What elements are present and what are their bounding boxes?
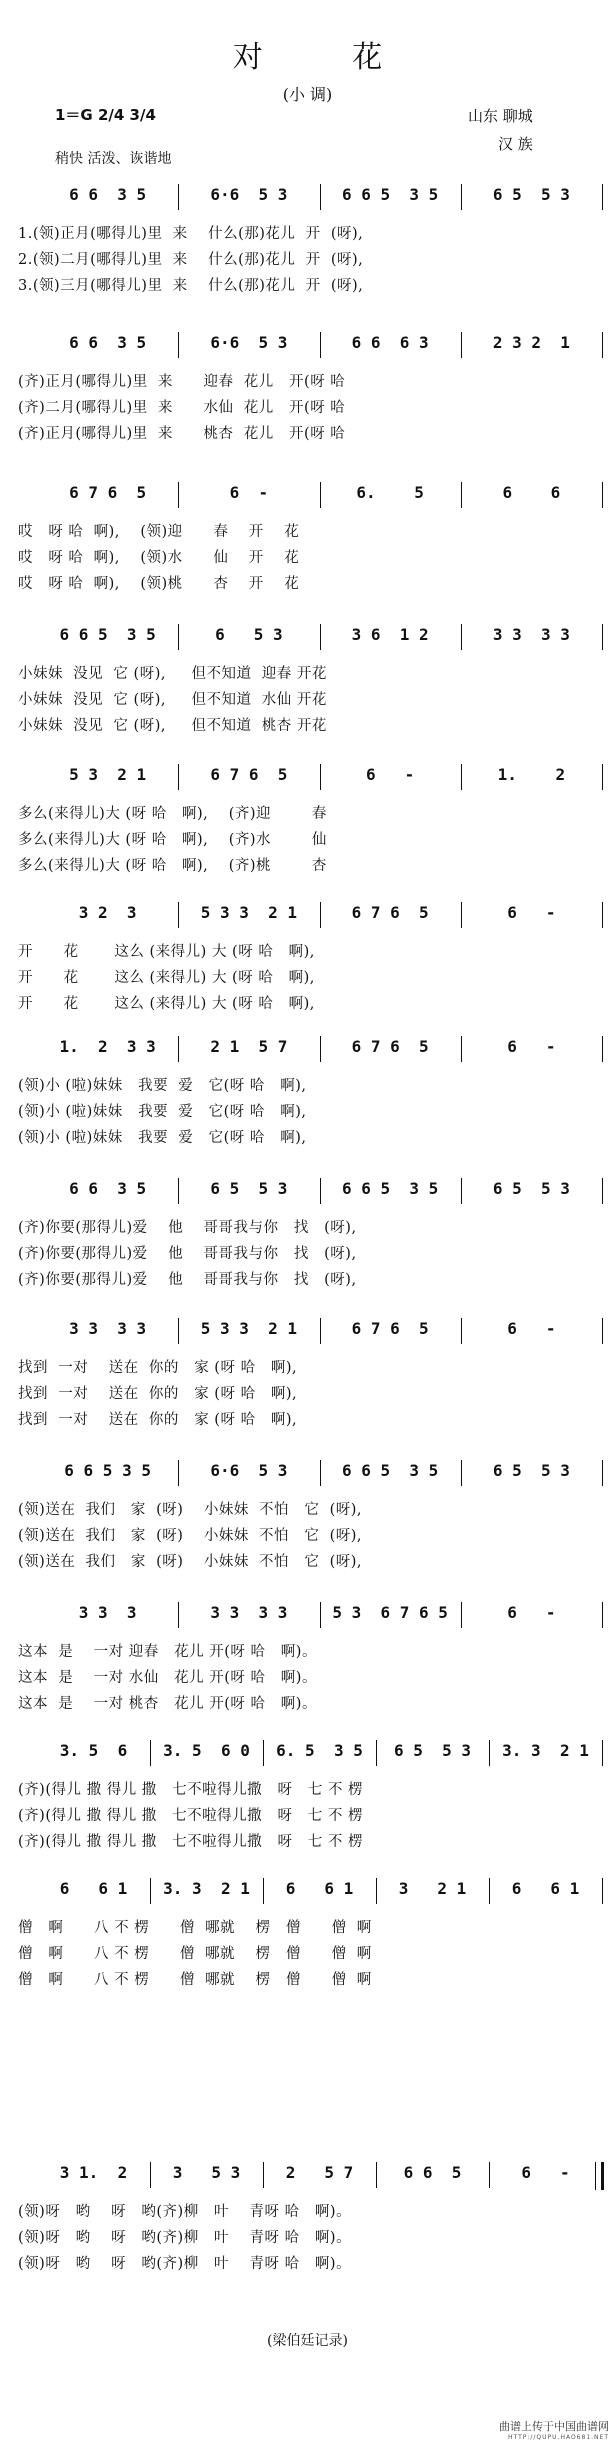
notation-row	[0, 1738, 615, 1768]
barline	[178, 1178, 179, 1204]
notation-row	[0, 1034, 615, 1064]
measure: 6 5 5 3	[492, 185, 570, 204]
barline	[461, 1178, 462, 1204]
lyric-line: (齐)你要(那得儿)爱 他 哥哥我与你 找 (呀),	[18, 1246, 357, 1262]
barline	[376, 2162, 377, 2188]
barline	[376, 1740, 377, 1766]
measure: 5 3 6 7 6 5	[332, 1603, 448, 1622]
measure: 6 -	[507, 1037, 556, 1056]
lyric-line: 开 花 这么 (来得儿) 大 (呀 哈 啊),	[18, 944, 315, 960]
barline	[150, 1878, 151, 1904]
barline	[602, 1740, 603, 1766]
lyric-line: 僧 啊 八 不 楞 僧 哪就 楞 僧 僧 啊	[18, 1946, 372, 1962]
barline	[263, 2162, 264, 2188]
tempo-marking: 稍快 活泼、诙谐地	[55, 151, 172, 167]
lyric-line: (齐)正月(哪得儿)里 来 桃杏 花儿 开(呀 哈	[18, 426, 346, 442]
lyric-line: 小妹妹 没见 它 (呀), 但不知道 桃杏 开花	[18, 718, 327, 734]
lyric-line: 这本 是 一对 桃杏 花儿 开(呀 哈 啊)。	[18, 1696, 317, 1712]
measure: 6 6 5 3 5	[64, 1461, 151, 1480]
notation-row	[0, 900, 615, 930]
barline	[178, 184, 179, 210]
barline	[602, 1878, 603, 1904]
notation-row	[0, 1600, 615, 1630]
watermark-url: HTTP://QUPU.HAO681.NET	[508, 2434, 609, 2441]
measure: 6 6 5 3 5	[59, 625, 156, 644]
barline	[461, 624, 462, 650]
barline	[320, 764, 321, 790]
barline	[178, 764, 179, 790]
measure: 6 7 6 5	[351, 1319, 429, 1338]
measure: 6 -	[521, 2163, 570, 2182]
barline	[602, 1602, 603, 1628]
barline	[601, 2162, 604, 2190]
lyric-line: (领)送在 我们 家 (呀) 小妹妹 不怕 它 (呀),	[18, 1528, 363, 1544]
watermark	[499, 2418, 609, 2441]
lyric-line: (领)小 (啦)妹妹 我要 爱 它(呀 哈 啊),	[18, 1078, 307, 1094]
lyric-line: 多么(来得儿)大 (呀 哈 啊), (齐)迎 春	[18, 806, 327, 822]
barline	[602, 482, 603, 508]
barline	[461, 1318, 462, 1344]
lyric-line: (领)送在 我们 家 (呀) 小妹妹 不怕 它 (呀),	[18, 1502, 363, 1518]
measure: 6 -	[366, 765, 415, 784]
measure: 3. 5 6	[59, 1741, 128, 1760]
lyric-line: (齐)(得儿 撒 得儿 撒 七不啦得儿撒 呀 七 不 楞	[18, 1808, 363, 1824]
measure: 3 6 1 2	[351, 625, 429, 644]
barline	[263, 1740, 264, 1766]
measure: 3 1. 2	[59, 2163, 128, 2182]
measure: 6 7 6 5	[351, 1037, 429, 1056]
lyric-line: 小妹妹 没见 它 (呀), 但不知道 迎春 开花	[18, 666, 327, 682]
lyric-line: 僧 啊 八 不 楞 僧 哪就 楞 僧 僧 啊	[18, 1972, 372, 1988]
notation-row	[0, 1458, 615, 1488]
notation-row	[0, 480, 615, 510]
barline	[461, 482, 462, 508]
notation-row	[0, 1316, 615, 1346]
key-signature: 1＝G 2/4 3/4	[55, 106, 156, 124]
measure: 6 6 1	[285, 1879, 354, 1898]
lyric-line: 开 花 这么 (来得儿) 大 (呀 哈 啊),	[18, 970, 315, 986]
barline	[178, 1602, 179, 1628]
page-title: 对 花	[232, 40, 423, 75]
barline	[263, 1878, 264, 1904]
measure: 6. 5	[356, 483, 424, 502]
measure: 6. 5 3 5	[276, 1741, 363, 1760]
origin-block	[468, 102, 533, 158]
measure: 3. 3 2 1	[163, 1879, 250, 1898]
lyric-line: (领)小 (啦)妹妹 我要 爱 它(呀 哈 啊),	[18, 1130, 307, 1146]
barline	[178, 1036, 179, 1062]
measure: 6 6 5 3 5	[341, 185, 439, 204]
measure: 6 7 6 5	[351, 903, 429, 922]
barline	[489, 1878, 490, 1904]
score-system	[0, 900, 615, 1030]
score-system	[0, 1738, 615, 1868]
notation-row	[0, 622, 615, 652]
barline	[602, 332, 603, 358]
measure: 6·6 5 3	[210, 185, 288, 204]
lyric-line: 哎 呀 哈 啊), (领)桃 杏 开 花	[18, 576, 300, 592]
measure: 3 5 3	[172, 2163, 241, 2182]
lyric-line: 开 花 这么 (来得儿) 大 (呀 哈 啊),	[18, 996, 315, 1012]
score-system	[0, 330, 615, 460]
notation-row	[0, 330, 615, 360]
measure: 6 5 5 3	[492, 1179, 570, 1198]
barline	[602, 1318, 603, 1344]
measure: 6 5 5 3	[393, 1741, 472, 1760]
score-system	[0, 1876, 615, 2006]
lyric-line: 小妹妹 没见 它 (呀), 但不知道 水仙 开花	[18, 692, 327, 708]
lyric-line: 哎 呀 哈 啊), (领)迎 春 开 花	[18, 524, 300, 540]
lyric-line: 1.(领)正月(哪得儿)里 来 什么(那)花儿 开 (呀),	[18, 226, 364, 242]
barline	[602, 902, 603, 928]
barline	[461, 1602, 462, 1628]
lyric-line: (齐)(得儿 撒 得儿 撒 七不啦得儿撒 呀 七 不 楞	[18, 1782, 363, 1798]
barline	[602, 1460, 603, 1486]
score-system	[0, 1600, 615, 1730]
lyric-line: (领)呀 哟 呀 哟(齐)柳 叶 青呀 哈 啊)。	[18, 2204, 352, 2220]
barline	[178, 482, 179, 508]
barline	[320, 1460, 321, 1486]
lyric-line: 找到 一对 送在 你的 家 (呀 哈 啊),	[18, 1412, 298, 1428]
notation-row	[0, 762, 615, 792]
barline	[461, 332, 462, 358]
barline	[602, 184, 603, 210]
notation-row	[0, 2160, 615, 2190]
score-system	[0, 2160, 615, 2290]
lyric-line: (领)送在 我们 家 (呀) 小妹妹 不怕 它 (呀),	[18, 1554, 363, 1570]
lyric-line: 3.(领)三月(哪得儿)里 来 什么(那)花儿 开 (呀),	[18, 278, 364, 294]
measure: 6 6	[502, 483, 561, 502]
measure: 5 3 3 2 1	[200, 903, 298, 922]
measure: 6 6 5 3 5	[341, 1179, 439, 1198]
lyric-line: 哎 呀 哈 啊), (领)水 仙 开 花	[18, 550, 300, 566]
measure: 3. 5 6 0	[163, 1741, 250, 1760]
lyric-line: 找到 一对 送在 你的 家 (呀 哈 啊),	[18, 1360, 298, 1376]
barline	[320, 1178, 321, 1204]
lyric-line: 2.(领)二月(哪得儿)里 来 什么(那)花儿 开 (呀),	[18, 252, 364, 268]
score-system	[0, 1316, 615, 1446]
measure: 6 6 5 3 5	[341, 1461, 439, 1480]
measure: 3. 3 2 1	[502, 1741, 589, 1760]
lyric-line: 这本 是 一对 迎春 花儿 开(呀 哈 啊)。	[18, 1644, 317, 1660]
barline	[320, 1036, 321, 1062]
barline	[178, 1318, 179, 1344]
measure: 6 5 5 3	[492, 1461, 570, 1480]
measure: 3 3 3 3	[210, 1603, 288, 1622]
lyric-line: 这本 是 一对 水仙 花儿 开(呀 哈 啊)。	[18, 1670, 317, 1686]
measure: 5 3 2 1	[69, 765, 147, 784]
barline	[320, 624, 321, 650]
lyric-line: (齐)你要(那得儿)爱 他 哥哥我与你 找 (呀),	[18, 1272, 357, 1288]
measure: 6 6 3 5	[69, 1179, 147, 1198]
barline	[461, 902, 462, 928]
barline	[320, 332, 321, 358]
notation-row	[0, 1876, 615, 1906]
lyric-line: 僧 啊 八 不 楞 僧 哪就 楞 僧 僧 啊	[18, 1920, 372, 1936]
barline	[320, 902, 321, 928]
barline	[461, 764, 462, 790]
measure: 3 2 1	[398, 1879, 467, 1898]
barline	[320, 1318, 321, 1344]
barline	[602, 624, 603, 650]
barline	[178, 332, 179, 358]
measure: 6 -	[229, 483, 269, 502]
barline	[602, 1178, 603, 1204]
measure: 6 6 6 3	[351, 333, 429, 352]
measure: 6 -	[507, 1319, 556, 1338]
origin-region: 山东 聊城	[468, 107, 533, 125]
barline	[178, 1460, 179, 1486]
lyric-line: 找到 一对 送在 你的 家 (呀 哈 啊),	[18, 1386, 298, 1402]
measure: 2 5 7	[285, 2163, 354, 2182]
lyric-line: (齐)二月(哪得儿)里 来 水仙 花儿 开(呀 哈	[18, 400, 346, 416]
barline	[461, 1036, 462, 1062]
score-system	[0, 1458, 615, 1588]
measure: 3 3 3 3	[492, 625, 570, 644]
transcriber-credit: (梁伯廷记录)	[267, 2333, 348, 2349]
measure: 6 5 3	[215, 625, 283, 644]
lyric-line: (领)呀 哟 呀 哟(齐)柳 叶 青呀 哈 啊)。	[18, 2256, 352, 2272]
measure: 6 7 6 5	[69, 483, 147, 502]
measure: 2 3 2 1	[492, 333, 570, 352]
measure: 6 6 1	[59, 1879, 128, 1898]
measure: 1. 2 3 3	[59, 1037, 156, 1056]
measure: 3 3 3	[78, 1603, 137, 1622]
measure: 6·6 5 3	[210, 333, 288, 352]
score-system	[0, 182, 615, 312]
score-system	[0, 622, 615, 752]
measure: 3 2 3	[78, 903, 137, 922]
lyric-line: 多么(来得儿)大 (呀 哈 啊), (齐)桃 杏	[18, 858, 327, 874]
lyric-line: (领)呀 哟 呀 哟(齐)柳 叶 青呀 哈 啊)。	[18, 2230, 352, 2246]
lyric-line: (齐)你要(那得儿)爱 他 哥哥我与你 找 (呀),	[18, 1220, 357, 1236]
measure: 6 5 5 3	[210, 1179, 288, 1198]
barline	[489, 1740, 490, 1766]
barline	[595, 2162, 596, 2190]
barline	[602, 1036, 603, 1062]
barline	[461, 184, 462, 210]
barline	[320, 482, 321, 508]
measure: 5 3 3 2 1	[200, 1319, 298, 1338]
subtitle: (小 调)	[282, 85, 333, 104]
measure: 2 1 5 7	[210, 1037, 288, 1056]
lyric-line: (领)小 (啦)妹妹 我要 爱 它(呀 哈 啊),	[18, 1104, 307, 1120]
barline	[489, 2162, 490, 2188]
measure: 6 6 1	[511, 1879, 580, 1898]
measure: 6 -	[507, 1603, 556, 1622]
barline	[376, 1878, 377, 1904]
watermark-text: 曲谱上传于中国曲谱网	[499, 2420, 609, 2433]
barline	[320, 1602, 321, 1628]
notation-row	[0, 1176, 615, 1206]
barline	[150, 2162, 151, 2188]
origin-ethnicity: 汉 族	[498, 135, 533, 153]
barline	[461, 1460, 462, 1486]
score-system	[0, 480, 615, 610]
lyric-line: (齐)正月(哪得儿)里 来 迎春 花儿 开(呀 哈	[18, 374, 346, 390]
score-system	[0, 1034, 615, 1164]
measure: 6 6 3 5	[69, 333, 147, 352]
lyric-line: (齐)(得儿 撒 得儿 撒 七不啦得儿撒 呀 七 不 楞	[18, 1834, 363, 1850]
measure: 6 -	[507, 903, 556, 922]
measure: 6 6 5	[403, 2163, 462, 2182]
notation-row	[0, 182, 615, 212]
barline	[178, 902, 179, 928]
barline	[320, 184, 321, 210]
measure: 6 6 3 5	[69, 185, 147, 204]
barline	[150, 1740, 151, 1766]
lyric-line: 多么(来得儿)大 (呀 哈 啊), (齐)水 仙	[18, 832, 327, 848]
measure: 3 3 3 3	[69, 1319, 147, 1338]
score-system	[0, 1176, 615, 1306]
measure: 6 7 6 5	[210, 765, 288, 784]
measure: 1. 2	[497, 765, 566, 784]
barline	[602, 764, 603, 790]
score-system	[0, 762, 615, 892]
barline	[178, 624, 179, 650]
measure: 6·6 5 3	[210, 1461, 288, 1480]
